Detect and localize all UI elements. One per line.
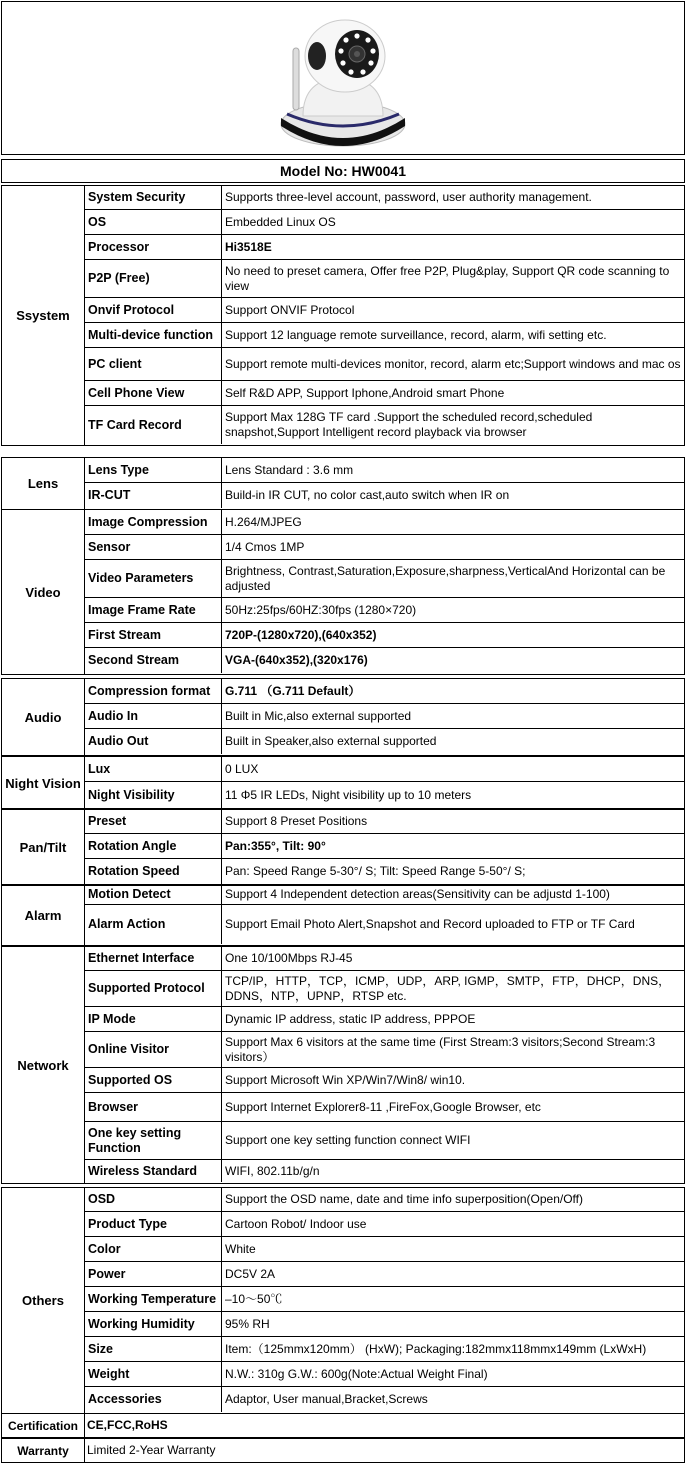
spec-key: Online Visitor [84,1032,222,1067]
group-name: Audio [2,679,85,755]
spec-key: Compression format [84,679,222,703]
spec-value: Support 8 Preset Positions [225,813,368,828]
spec-key: Lux [84,757,222,781]
spec-key: Browser [84,1093,222,1121]
spec-value: One 10/100Mbps RJ-45 [225,951,353,965]
spec-group-alarm [1,884,685,946]
spec-group-ssystem [1,185,685,446]
spec-value: Support ONVIF Protocol [225,302,355,317]
warranty-value: Limited 2-Year Warranty [87,1443,216,1457]
spec-row [84,1312,684,1337]
spec-key: Video Parameters [84,560,222,597]
spec-value: Embedded Linux OS [225,214,336,229]
spec-row [84,381,684,406]
spec-value: Support 12 language remote surveillance, record, alarm, wifi setting etc. [225,327,607,342]
spec-row [84,1212,684,1237]
spec-key: Audio In [84,704,222,728]
spec-value: Self R&D APP, Support Iphone,Android smart Phone [225,385,505,400]
spec-row [84,1287,684,1312]
spec-key: Sensor [84,535,222,559]
spec-value: Item:（125mmx120mm） (HxW); Packaging:182mmx118mmx149mm (LxWxH) [225,1341,647,1356]
spec-row [84,757,684,782]
spec-key: Accessories [84,1387,222,1412]
spec-row [84,1068,684,1093]
spec-value: No need to preset camera, Offer free P2P, Plug&play, Support QR code scanning to view [225,263,670,293]
spec-key: Processor [84,235,222,259]
spec-group-lens [1,457,685,510]
spec-key: Cell Phone View [84,381,222,405]
spec-row [84,782,684,808]
spec-row [84,1237,684,1262]
spec-row [84,186,684,210]
spec-value: Build-in IR CUT, no color cast,auto switch when IR on [225,488,510,502]
spec-value: Support Internet Explorer8-11 ,FireFox,Google Browser, etc [225,1099,541,1114]
spec-value: Support 4 Independent detection areas(Sensitivity can be adjustd 1-100) [225,887,610,901]
spec-value: Support the OSD name, date and time info superposition(Open/Off) [225,1192,583,1206]
spec-group-network [1,946,685,1184]
product-photo [1,1,685,155]
spec-key: Power [84,1262,222,1286]
spec-value: Support remote multi-devices monitor, record, alarm etc;Support windows and mac os [225,356,681,371]
spec-row [84,1362,684,1387]
spec-row [84,679,684,704]
spec-key: Multi-device function [84,323,222,347]
spec-key: OS [84,210,222,234]
spec-row [84,323,684,348]
spec-row [84,905,684,944]
spec-row [84,1032,684,1068]
spec-row [84,704,684,729]
spec-row [84,834,684,859]
certification-value: CE,FCC,RoHS [87,1418,168,1432]
spec-value: 720P-(1280x720),(640x352) [225,627,377,642]
spec-value: Dynamic IP address, static IP address, PPPOE [225,1011,476,1026]
spec-group-others [1,1187,685,1414]
group-name: Network [2,947,85,1183]
spec-value: Brightness, Contrast,Saturation,Exposure,sharpness,VerticalAnd Horizontal can be adjusted [225,563,666,593]
spec-key: Night Visibility [84,782,222,808]
spec-value: Support Max 6 visitors at the same time (First Stream:3 visitors;Second Stream:3 visitors） [225,1034,656,1064]
spec-row [84,648,684,673]
spec-key: Motion Detect [84,885,222,904]
spec-row [84,535,684,560]
spec-value: Support Microsoft Win XP/Win7/Win8/ win10. [225,1072,466,1087]
spec-key: Preset [84,809,222,833]
spec-row [84,1387,684,1412]
spec-value: H.264/MJPEG [225,514,302,529]
spec-value: Cartoon Robot/ Indoor use [225,1216,367,1231]
spec-key: One key setting Function [84,1122,222,1159]
spec-row [84,510,684,535]
spec-row [84,859,684,884]
spec-value: 95% RH [225,1316,270,1331]
spec-key: P2P (Free) [84,260,222,297]
spec-row [84,348,684,381]
spec-row [84,598,684,623]
spec-key: IP Mode [84,1007,222,1031]
spec-value: Pan: Speed Range 5-30°/ S; Tilt: Speed Range 5-50°/ S; [225,864,526,878]
spec-key: Size [84,1337,222,1361]
camera-robot-icon [273,8,413,148]
spec-row [84,210,684,235]
spec-value: 0 LUX [225,761,259,776]
spec-key: Working Humidity [84,1312,222,1336]
spec-value: Built in Speaker,also external supported [225,734,437,748]
certification-row [1,1413,685,1438]
spec-key: OSD [84,1188,222,1211]
spec-row [84,971,684,1007]
certification-label: Certification [2,1414,85,1437]
spec-row [84,885,684,905]
spec-row [84,1337,684,1362]
spec-row [84,729,684,754]
spec-row [84,1188,684,1212]
spec-row [84,235,684,260]
group-name: Video [2,510,85,674]
spec-row [84,458,684,483]
spec-value: 1/4 Cmos 1MP [225,539,305,554]
spec-key: Product Type [84,1212,222,1236]
spec-value: Supports three-level account, password, user authority management. [225,190,592,204]
spec-key: Weight [84,1362,222,1386]
spec-value: TCP/IP，HTTP，TCP，ICMP，UDP，ARP, IGMP，SMTP，FTP，DHCP，DNS，DDNS，NTP，UPNP，RTSP etc. [225,973,671,1003]
spec-row [84,947,684,971]
spec-group-night-vision [1,756,685,810]
spec-row [84,623,684,648]
spec-value: Support Max 128G TF card .Support the scheduled record,scheduled snapshot,Support Intelligent record playback via browser [225,410,593,439]
spec-key: PC client [84,348,222,380]
spec-row [84,809,684,834]
spec-value: Support Email Photo Alert,Snapshot and Record uploaded to FTP or TF Card [225,917,635,931]
spec-key: Rotation Angle [84,834,222,858]
group-name: Pan/Tilt [2,809,85,885]
spec-key: Ethernet Interface [84,947,222,970]
spec-key: Rotation Speed [84,859,222,884]
spec-key: Second Stream [84,648,222,673]
spec-row [84,1160,684,1182]
group-name: Lens [2,458,85,509]
spec-value: Pan:355°, Tilt: 90° [225,838,326,853]
spec-key: First Stream [84,623,222,647]
spec-key: Color [84,1237,222,1261]
spec-key: Onvif Protocol [84,298,222,322]
spec-row [84,1007,684,1032]
warranty-label: Warranty [2,1439,85,1462]
spec-value: Hi3518E [225,239,272,254]
group-name: Ssystem [2,186,85,445]
spec-value: Lens Standard : 3.6 mm [225,462,354,477]
spec-row [84,298,684,323]
spec-group-audio [1,678,685,756]
spec-key: Supported OS [84,1068,222,1092]
spec-key: TF Card Record [84,406,222,444]
spec-key: IR-CUT [84,483,222,508]
spec-value: N.W.: 310g G.W.: 600g(Note:Actual Weight Final) [225,1366,488,1381]
spec-key: System Security [84,186,222,209]
spec-value: VGA-(640x352),(320x176) [225,653,368,667]
spec-value: G.711 （G.711 Default） [225,683,361,698]
spec-key: Audio Out [84,729,222,754]
spec-row [84,406,684,444]
spec-key: Supported Protocol [84,971,222,1006]
spec-value: Adaptor, User manual,Bracket,Screws [225,1392,428,1406]
spec-row [84,483,684,508]
spec-row [84,1122,684,1160]
group-name: Alarm [2,885,85,945]
spec-value: DC5V 2A [225,1266,276,1281]
spec-value: WIFI, 802.11b/g/n [225,1163,320,1178]
spec-row [84,260,684,298]
spec-value: Built in Mic,also external supported [225,708,412,723]
spec-row [84,1262,684,1287]
spec-key: Wireless Standard [84,1160,222,1182]
spec-value: Support one key setting function connect WIFI [225,1133,471,1147]
spec-value: 11 Φ5 IR LEDs, Night visibility up to 10 meters [225,787,472,802]
spec-value: 50Hz:25fps/60HZ:30fps (1280×720) [225,602,417,617]
group-name: Others [2,1188,85,1413]
spec-group-pan-tilt [1,808,685,886]
spec-row [84,1093,684,1122]
spec-row [84,560,684,598]
spec-key: Alarm Action [84,905,222,944]
spec-key: Image Frame Rate [84,598,222,622]
spec-key: Working Temperature [84,1287,222,1311]
spec-key: Lens Type [84,458,222,482]
spec-value: –10～50℃ [225,1291,283,1306]
model-number: Model No: HW0041 [1,159,685,183]
spec-key: Image Compression [84,510,222,534]
warranty-row [1,1438,685,1463]
spec-group-video [1,509,685,675]
spec-value: White [225,1241,256,1256]
group-name: Night Vision [2,757,85,809]
